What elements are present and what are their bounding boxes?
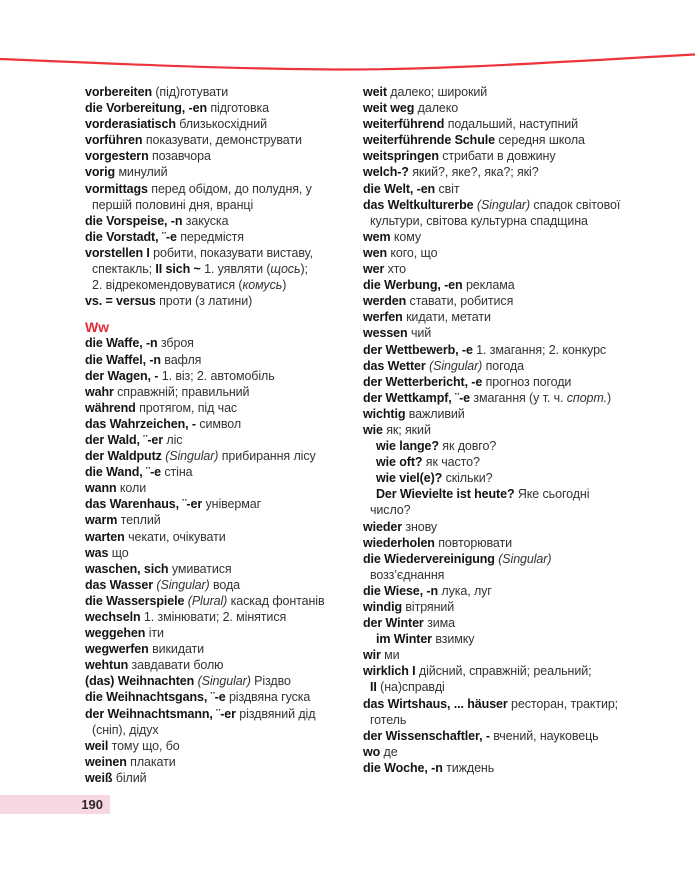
text-run: weinen xyxy=(85,754,131,769)
dictionary-entry-line xyxy=(85,673,363,689)
dictionary-entry-line xyxy=(85,384,363,400)
text-run: (Singular) xyxy=(429,358,483,373)
text-run: weggehen xyxy=(85,626,149,641)
dictionary-entry-line xyxy=(85,164,363,180)
text-run: weiß xyxy=(85,770,116,785)
text-run: підготовка xyxy=(210,101,270,116)
dictionary-entry-line xyxy=(85,293,363,309)
text-run: проти (з латини) xyxy=(159,294,253,309)
dictionary-entry-line xyxy=(363,261,693,277)
dictionary-entry-line xyxy=(363,728,693,744)
dictionary-entry-line xyxy=(85,529,363,545)
dictionary-entry-line xyxy=(85,229,363,245)
text-run: (Singular) xyxy=(197,674,251,689)
dictionary-entry-line xyxy=(363,422,693,438)
text-run: ліс xyxy=(166,432,183,447)
text-run: готель xyxy=(370,712,407,727)
dictionary-entry-line xyxy=(363,599,693,615)
dictionary-entry-line xyxy=(85,512,363,528)
text-run: стіна xyxy=(164,465,193,480)
dictionary-entry-line xyxy=(85,261,363,277)
dictionary-entry-line xyxy=(85,448,363,464)
dictionary-entry-line xyxy=(85,416,363,432)
text-run: das Wirtshaus, ... häuser xyxy=(363,696,512,711)
text-run: weit weg xyxy=(363,101,418,116)
text-run: II xyxy=(370,680,381,695)
text-run: (на)справді xyxy=(380,680,445,695)
page-number-tab xyxy=(0,795,110,814)
text-run: wir xyxy=(363,648,385,663)
text-run: Der Wievielte ist heute? xyxy=(376,487,518,502)
text-run: was xyxy=(85,545,112,560)
text-run: weit xyxy=(363,85,391,99)
text-run: універмаг xyxy=(205,497,262,512)
text-run: вафля xyxy=(164,352,202,367)
text-run: die Woche, -n xyxy=(363,760,447,775)
text-run: werden xyxy=(363,294,410,309)
text-run: die Vorstadt, ¨-e xyxy=(85,229,181,244)
text-run: warm xyxy=(85,513,121,528)
text-run: теплий xyxy=(120,513,161,528)
text-run: 1. змагання; 2. конкурс xyxy=(476,342,607,357)
dictionary-column-right xyxy=(363,84,693,776)
text-run: 2. відрекомендовуватися ( xyxy=(92,278,243,293)
text-run: warten xyxy=(85,529,129,544)
text-run: weiterführend xyxy=(363,117,448,132)
text-run: ) xyxy=(282,278,287,293)
dictionary-entry-line xyxy=(363,245,693,261)
text-run: wirklich I xyxy=(363,664,419,679)
text-run: число? xyxy=(370,503,411,518)
text-run: кому xyxy=(393,229,422,244)
text-run: weil xyxy=(85,738,112,753)
dictionary-entry-line xyxy=(363,342,693,358)
text-run: der Weihnachtsmann, ¨-er xyxy=(85,706,240,721)
text-run: хто xyxy=(387,262,406,277)
text-run: культури, світова культурна спадщина xyxy=(370,213,588,228)
dictionary-entry-line xyxy=(363,744,693,760)
text-run: das Wahrzeichen, - xyxy=(85,416,200,431)
dictionary-entry-line xyxy=(363,631,693,647)
text-run: das Weltkulturerbe xyxy=(363,197,477,212)
dictionary-entry-line xyxy=(363,519,693,535)
text-run: возз’єднання xyxy=(370,567,445,582)
dictionary-entry-line xyxy=(363,663,693,679)
text-run: die Vorbereitung, -en xyxy=(85,101,211,116)
text-run: die Wiedervereinigung xyxy=(363,551,499,566)
text-run: Різдво xyxy=(250,674,291,689)
text-run: дійсний, справжній; реальний; xyxy=(418,664,592,679)
dictionary-entry-line xyxy=(85,132,363,148)
text-run: кидати, метати xyxy=(406,310,491,325)
dictionary-entry-line xyxy=(363,197,693,213)
text-run: wieder xyxy=(363,519,406,534)
text-run: der Wissenschaftler, - xyxy=(363,728,494,743)
text-run: середня школа xyxy=(498,133,585,148)
text-run: der Wettkampf, ¨-e xyxy=(363,390,474,405)
dictionary-entry-line xyxy=(363,760,693,776)
text-run: умиватися xyxy=(171,561,232,576)
text-run: справжній; правильний xyxy=(117,384,250,399)
text-run: der Winter xyxy=(363,616,428,631)
dictionary-entry-line xyxy=(363,535,693,551)
dictionary-entry-line xyxy=(85,464,363,480)
text-run: (Plural) xyxy=(187,593,228,608)
text-run: vormittags xyxy=(85,181,152,196)
text-run: (сніп), дідух xyxy=(92,722,159,737)
text-run: тиждень xyxy=(446,760,495,775)
dictionary-entry-line xyxy=(363,293,693,309)
dictionary-entry-line xyxy=(85,593,363,609)
text-run: vorig xyxy=(85,165,119,180)
text-run: während xyxy=(85,400,140,415)
text-run: wessen xyxy=(363,326,411,341)
text-run: vorführen xyxy=(85,133,146,148)
section-header-ww: Ww xyxy=(85,319,109,336)
text-run: das Warenhaus, ¨-er xyxy=(85,497,206,512)
text-run: wie lange? xyxy=(376,439,443,454)
text-run: викидати xyxy=(152,642,205,657)
dictionary-entry-line xyxy=(85,432,363,448)
dictionary-column-left xyxy=(85,84,363,786)
dictionary-entry-line xyxy=(363,390,693,406)
dictionary-entry-line xyxy=(85,609,363,625)
text-run: (Singular) xyxy=(498,551,552,566)
text-run: показувати, демонструвати xyxy=(145,133,302,148)
text-run: іти xyxy=(148,626,164,641)
text-run: комусь xyxy=(242,278,283,293)
dictionary-entry-line xyxy=(85,706,363,722)
text-run: der Wagen, - xyxy=(85,368,162,383)
text-run: скільки? xyxy=(445,471,493,486)
dictionary-entry-line xyxy=(363,116,693,132)
dictionary-entry-line xyxy=(363,583,693,599)
dictionary-entry-line xyxy=(363,679,693,695)
dictionary-entry-line xyxy=(363,148,693,164)
text-run: wie oft? xyxy=(376,455,426,470)
text-run: завдавати болю xyxy=(131,658,224,673)
text-run: der Waldputz xyxy=(85,449,166,464)
text-run: windig xyxy=(363,600,406,614)
text-run: ми xyxy=(384,648,400,663)
text-run: як; який xyxy=(386,422,431,437)
text-run: тому що, бо xyxy=(111,738,180,753)
text-run: im Winter xyxy=(376,632,436,647)
dictionary-entry-line xyxy=(85,148,363,164)
text-run: далеко; широкий xyxy=(390,85,488,99)
text-run: чий xyxy=(410,326,432,341)
dictionary-entry-line xyxy=(363,181,693,197)
text-run: ресторан, трактир; xyxy=(511,696,619,711)
dictionary-entry-line xyxy=(85,116,363,132)
text-run: vorderasiatisch xyxy=(85,117,180,132)
dictionary-entry-line xyxy=(363,358,693,374)
text-run: wann xyxy=(85,481,120,496)
text-run: повторювати xyxy=(438,535,512,550)
dictionary-entry-line xyxy=(363,551,693,567)
text-run: передмістя xyxy=(180,229,244,244)
text-run: II sich ~ xyxy=(155,262,205,277)
text-run: 1. віз; 2. автомобіль xyxy=(161,368,275,383)
text-run: ) xyxy=(606,390,612,405)
dictionary-entry-line xyxy=(363,696,693,712)
text-run: близькосхідний xyxy=(179,117,267,132)
text-run: як довго? xyxy=(442,439,497,454)
text-run: die Waffel, -n xyxy=(85,352,165,367)
dictionary-entry-line xyxy=(85,181,363,197)
text-run: знову xyxy=(405,519,438,534)
dictionary-entry-line xyxy=(85,625,363,641)
text-run: далеко xyxy=(417,101,459,116)
text-run: робити, показувати виставу, xyxy=(153,245,313,260)
dictionary-entry-line xyxy=(85,245,363,261)
dictionary-entry-line xyxy=(85,496,363,512)
text-run: wen xyxy=(363,245,391,260)
dictionary-entry-line xyxy=(85,213,363,229)
dictionary-entry-line xyxy=(363,132,693,148)
text-run: який?, яке?, яка?; які? xyxy=(412,165,539,180)
text-run: реклама xyxy=(465,278,515,293)
text-run: що xyxy=(111,545,129,560)
dictionary-entry-line xyxy=(363,486,693,502)
text-run: важливий xyxy=(408,406,465,421)
dictionary-entry-line xyxy=(85,352,363,368)
text-run: das Wasser xyxy=(85,577,157,592)
text-run: der Wetterbericht, -e xyxy=(363,374,486,389)
text-run: vorgestern xyxy=(85,149,152,164)
text-run: (das) Weihnachten xyxy=(85,674,198,689)
text-run: світ xyxy=(438,181,460,196)
text-run: щось xyxy=(270,262,301,277)
text-run: спектакль; xyxy=(92,262,156,277)
text-run: werfen xyxy=(363,310,407,325)
dictionary-entry-line xyxy=(363,213,693,229)
dictionary-entry-line xyxy=(363,374,693,390)
text-run: закуска xyxy=(185,213,229,228)
text-run: die Vorspeise, -n xyxy=(85,213,186,228)
dictionary-entry-line xyxy=(363,615,693,631)
text-run: подальший, наступний xyxy=(447,117,579,132)
text-run: das Wetter xyxy=(363,358,430,373)
dictionary-entry-line xyxy=(85,770,363,786)
text-run: як часто? xyxy=(425,455,480,470)
text-run: welch-? xyxy=(363,165,413,180)
text-run: перед обідом, до полудня, у xyxy=(151,181,312,196)
text-run: каскад фонтанів xyxy=(227,593,325,608)
text-run: позавчора xyxy=(151,149,211,164)
dictionary-entry-line xyxy=(85,561,363,577)
text-run: die Wiese, -n xyxy=(363,583,442,598)
text-run: wegwerfen xyxy=(85,642,153,657)
text-run: 1. уявляти ( xyxy=(204,262,271,277)
dictionary-entry-line xyxy=(85,368,363,384)
dictionary-entry-line xyxy=(363,470,693,486)
text-run: wie viel(e)? xyxy=(376,471,446,486)
text-run: стрибати в довжину xyxy=(442,149,556,164)
text-run: waschen, sich xyxy=(85,561,172,576)
dictionary-entry-line xyxy=(363,647,693,663)
text-run: die Wand, ¨-e xyxy=(85,465,165,480)
top-divider-curve xyxy=(0,0,695,80)
dictionary-entry-line xyxy=(363,164,693,180)
dictionary-entry-line xyxy=(85,100,363,116)
text-run: вітряний xyxy=(405,600,455,614)
text-run: wahr xyxy=(85,384,118,399)
dictionary-entry-line xyxy=(85,400,363,416)
dictionary-entry-line xyxy=(85,689,363,705)
text-run: символ xyxy=(199,416,242,431)
dictionary-entry-line xyxy=(363,406,693,422)
text-run: протягом, під час xyxy=(139,400,238,415)
dictionary-entry-line xyxy=(85,641,363,657)
text-run: vorbereiten xyxy=(85,85,156,99)
dictionary-entry-line xyxy=(363,567,693,583)
text-run: різдвяна гуска xyxy=(228,690,311,705)
text-run: wer xyxy=(363,262,388,277)
text-run: чекати, очікувати xyxy=(128,529,226,544)
text-run: wiederholen xyxy=(363,535,439,550)
text-run: wechseln xyxy=(85,610,144,624)
text-run: минулий xyxy=(118,165,168,180)
dictionary-entry-line xyxy=(363,309,693,325)
text-run: die Wasserspiele xyxy=(85,593,188,608)
dictionary-entry-line xyxy=(85,197,363,213)
dictionary-entry-line xyxy=(85,277,363,293)
text-run: Яке сьогодні xyxy=(517,487,590,502)
text-run: vs. = versus xyxy=(85,294,160,309)
dictionary-entry-line xyxy=(363,325,693,341)
dictionary-entry-line xyxy=(363,712,693,728)
dictionary-entry-line xyxy=(85,84,363,100)
dictionary-entry-line xyxy=(363,454,693,470)
text-run: die Waffe, -n xyxy=(85,336,161,351)
text-run: зима xyxy=(427,616,455,631)
dictionary-entry-line xyxy=(85,754,363,770)
text-run: де xyxy=(383,744,398,759)
dictionary-entry-line xyxy=(363,84,693,100)
dictionary-entry-line xyxy=(85,577,363,593)
dictionary-entry-line xyxy=(85,738,363,754)
text-run: weitspringen xyxy=(363,149,443,164)
text-run: die Welt, -en xyxy=(363,181,439,196)
text-run: прибирання лісу xyxy=(218,449,316,464)
text-run: змагання (у т. ч. xyxy=(473,390,567,405)
text-run: вчений, науковець xyxy=(493,728,599,743)
dictionary-entry-line xyxy=(363,502,693,518)
text-run: ставати, робитися xyxy=(409,294,514,309)
text-run: прогноз погоди xyxy=(485,374,572,389)
text-run: плакати xyxy=(130,754,176,769)
text-run: різдвяний дід xyxy=(239,706,316,721)
dictionary-entry-line xyxy=(85,480,363,496)
text-run: лука, луг xyxy=(441,583,492,598)
text-run: die Werbung, -en xyxy=(363,278,466,293)
text-run: (Singular) xyxy=(165,449,219,464)
text-run: vorstellen I xyxy=(85,245,154,260)
text-run: погода xyxy=(482,358,524,373)
dictionary-entry-line xyxy=(363,229,693,245)
text-run: коли xyxy=(119,481,147,496)
text-run: спадок світової xyxy=(530,197,621,212)
text-run: кого, що xyxy=(390,245,438,260)
text-run: 1. змінювати; 2. мінятися xyxy=(143,610,287,624)
page-number: 190 xyxy=(81,797,103,812)
text-run: die Weihnachtsgans, ¨-e xyxy=(85,690,229,705)
dictionary-entry-line xyxy=(363,277,693,293)
text-run: wie xyxy=(363,422,387,437)
dictionary-entry-line xyxy=(363,100,693,116)
text-run: weiterführende Schule xyxy=(363,133,499,148)
dictionary-entry-line xyxy=(85,722,363,738)
text-run: зброя xyxy=(160,336,194,351)
dictionary-entry-line xyxy=(85,657,363,673)
text-run: (Singular) xyxy=(476,197,531,212)
text-run: (Singular) xyxy=(156,577,210,592)
text-run: wem xyxy=(363,229,394,244)
text-run: першій половині дня, вранці xyxy=(92,197,254,212)
dictionary-entry-line xyxy=(85,335,363,351)
text-run: вода xyxy=(209,577,240,592)
text-run: wo xyxy=(363,744,384,759)
text-run: der Wald, ¨-er xyxy=(85,432,167,447)
text-run: wichtig xyxy=(363,406,409,421)
text-run: білий xyxy=(115,770,147,785)
text-run: взимку xyxy=(435,632,475,647)
text-run: wehtun xyxy=(85,658,132,673)
text-run: спорт. xyxy=(566,390,607,405)
text-run: der Wettbewerb, -e xyxy=(363,342,477,357)
text-run: (під)готувати xyxy=(155,85,229,99)
dictionary-entry-line xyxy=(363,438,693,454)
text-run: ); xyxy=(300,262,308,277)
dictionary-entry-line xyxy=(85,545,363,561)
